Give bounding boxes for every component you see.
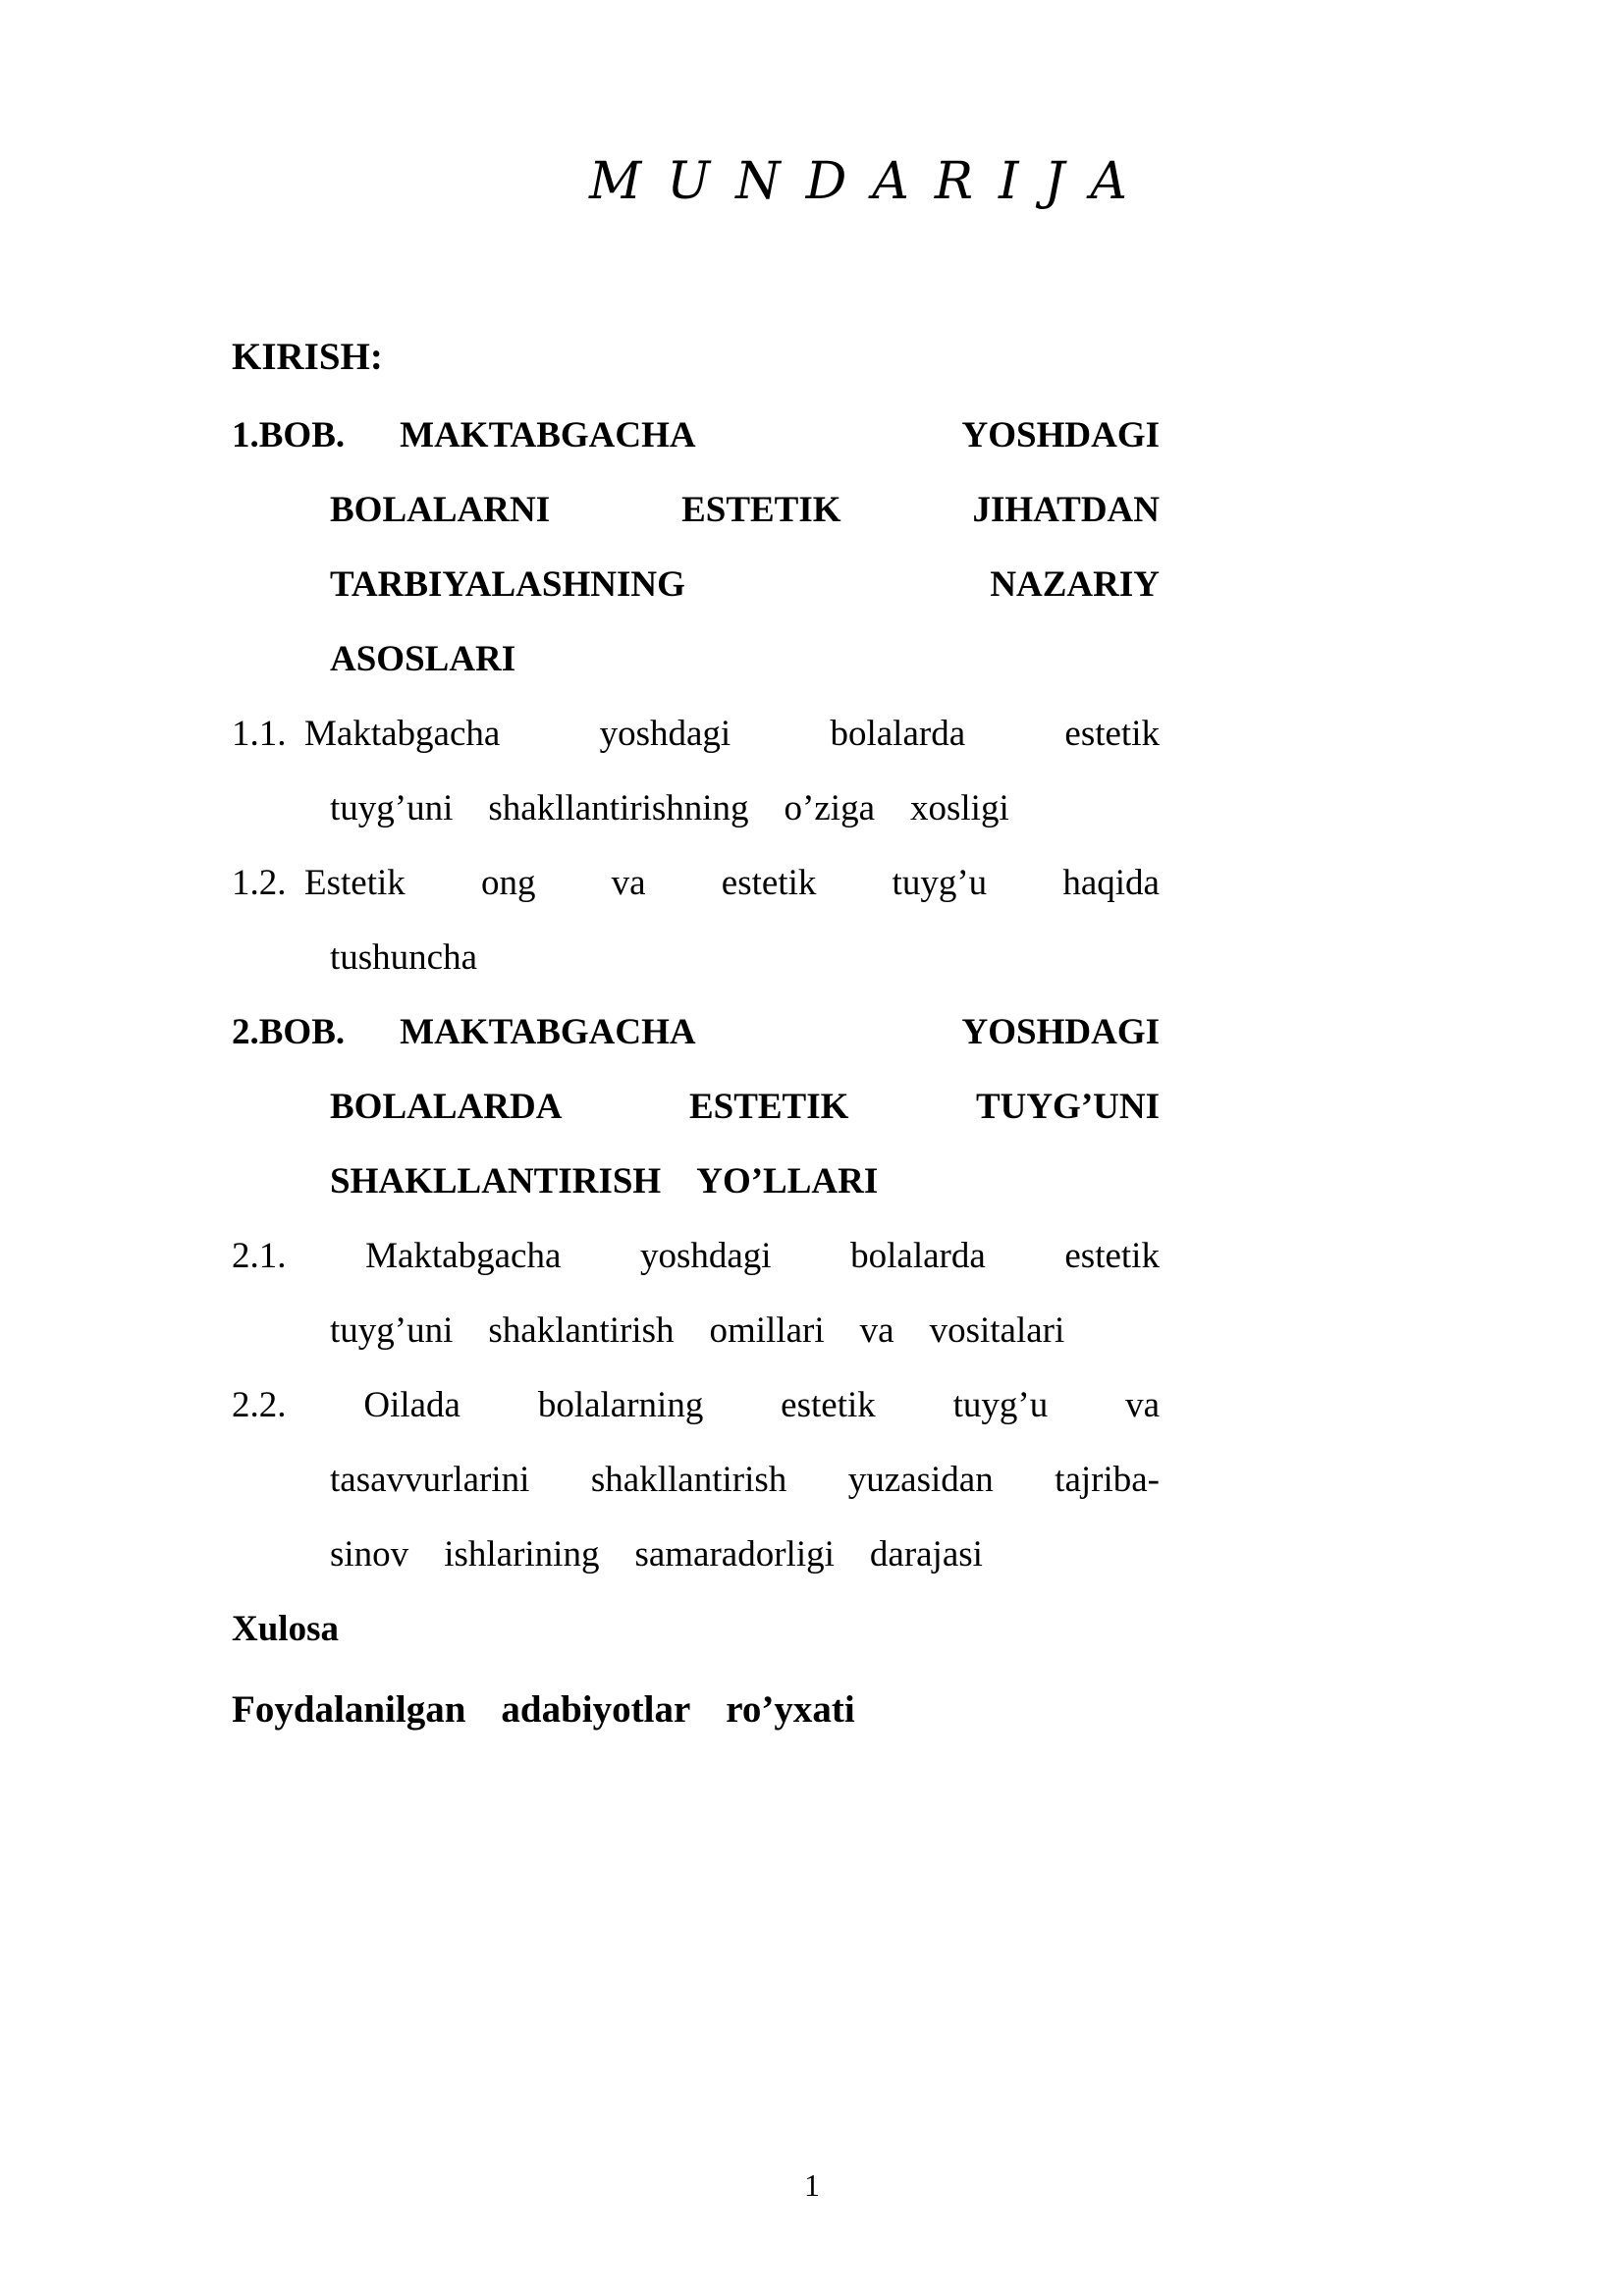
toc-section-2-1-line-1 (232, 1233, 1160, 1280)
toc-text: sinov (330, 1534, 409, 1575)
toc-text: va (859, 1310, 894, 1351)
toc-text: bolalarda (850, 1236, 986, 1276)
toc-text: BOLALARDA (330, 1087, 563, 1127)
toc-text: va (611, 863, 646, 903)
toc-text: ASOSLARI (330, 639, 516, 679)
toc-text: MAKTABGACHA (400, 415, 696, 455)
toc-text: tasavvurlarini (330, 1460, 530, 1500)
title-letter: J (1044, 152, 1065, 211)
toc-text: omillari (709, 1310, 825, 1351)
toc-section-1-1-line-2 (330, 785, 1160, 832)
page-number: 1 (804, 2167, 820, 2203)
toc-text: Oilada (363, 1385, 460, 1425)
toc-section-1-2-line-2 (330, 934, 1160, 982)
toc-text: YOSHDAGI (961, 415, 1160, 455)
toc-text: tushuncha (330, 937, 478, 978)
toc-text: tuyg’uni (330, 788, 454, 828)
toc-text: estetik (1064, 714, 1160, 754)
toc-chapter-2-line-2 (330, 1084, 1160, 1131)
title-letter: A (872, 152, 909, 211)
toc-text: ESTETIK (688, 1087, 849, 1127)
toc-section-2-1-line-2 (330, 1308, 1160, 1355)
page-title (589, 152, 1276, 211)
toc-text: tuyg’u (952, 1385, 1049, 1425)
toc-text: BOLALARNI (330, 490, 551, 530)
toc-text: 1.2. Estetik (232, 863, 406, 903)
toc-section-2-2-line-1 (232, 1382, 1160, 1429)
toc-text: xosligi (910, 788, 1009, 828)
toc-chapter-2-number: 2.BOB. (232, 1012, 346, 1052)
toc-text: YO’LLARI (696, 1161, 879, 1201)
toc-text: ro’yxati (726, 1688, 855, 1731)
toc-text: ESTETIK (681, 490, 841, 530)
toc-text: Foydalanilgan (232, 1688, 466, 1731)
toc-section-1-2-line-1 (232, 860, 1160, 907)
toc-chapter-1-number: 1.BOB. (232, 415, 346, 455)
title-letter: M (589, 152, 642, 211)
toc-text: estetik (1064, 1236, 1160, 1276)
toc-section-2-2-line-3 (330, 1531, 1160, 1578)
toc-text: estetik (721, 863, 817, 903)
toc-chapter-1-line-3 (330, 561, 1160, 609)
title-letter: U (667, 152, 711, 211)
title-letter: R (934, 152, 973, 211)
toc-text: tajriba- (1055, 1460, 1160, 1500)
toc-chapter-2-line-1 (232, 1009, 1160, 1056)
title-letter: A (1090, 152, 1127, 211)
toc-text: 2.2. (232, 1385, 287, 1425)
toc-text: bolalarning (537, 1385, 704, 1425)
toc-text: adabiyotlar (501, 1688, 691, 1731)
toc-text: yoshdagi (639, 1236, 772, 1276)
toc-text: TARBIYALASHNING (330, 564, 685, 605)
toc-text: ishlarining (444, 1534, 600, 1575)
toc-text: ong (480, 863, 536, 903)
toc-text: Xulosa (232, 1609, 339, 1649)
toc-text: estetik (781, 1385, 876, 1425)
toc-text: tuyg’u (892, 863, 988, 903)
toc-intro-label: KIRISH: (232, 336, 383, 378)
toc-text: tuyg’uni (330, 1310, 454, 1351)
toc-intro (232, 334, 1160, 381)
toc-text: Maktabgacha (365, 1236, 562, 1276)
toc-text: yoshdagi (599, 714, 731, 754)
toc-chapter-1-line-1 (232, 412, 1160, 459)
toc-text: samaradorligi (634, 1534, 835, 1575)
toc-text: darajasi (869, 1534, 983, 1575)
title-letter: I (999, 152, 1019, 211)
toc-conclusion (232, 1606, 1160, 1653)
toc-text: o’ziga (784, 788, 875, 828)
toc-text: SHAKLLANTIRISH (330, 1161, 662, 1201)
toc-text: MAKTABGACHA (400, 1012, 696, 1052)
toc-section-1-1-line-1 (232, 711, 1160, 758)
title-letter: N (735, 152, 781, 211)
toc-text: 1.1. Maktabgacha (232, 714, 501, 754)
toc-text: JIHATDAN (972, 490, 1160, 530)
toc-text: yuzasidan (847, 1460, 994, 1500)
toc-chapter-1-line-4 (330, 636, 1160, 683)
toc-chapter-2-line-3 (330, 1158, 1160, 1205)
toc-text: TUYG’UNI (975, 1087, 1160, 1127)
toc-chapter-1-line-2 (330, 487, 1160, 534)
toc-references (232, 1686, 1160, 1734)
toc-text: vositalari (929, 1310, 1065, 1351)
toc-text: bolalarda (830, 714, 966, 754)
toc-text: 2.1. (232, 1236, 287, 1276)
toc-section-2-2-line-2 (330, 1457, 1160, 1504)
toc-text: YOSHDAGI (961, 1012, 1160, 1052)
toc-text: shaklantirish (488, 1310, 675, 1351)
title-letter: D (805, 152, 847, 211)
toc-text: haqida (1062, 863, 1160, 903)
toc-text: va (1125, 1385, 1160, 1425)
toc-text: shakllantirish (590, 1460, 787, 1500)
toc-text: shakllantirishning (488, 788, 749, 828)
toc-text: NAZARIY (990, 564, 1160, 605)
